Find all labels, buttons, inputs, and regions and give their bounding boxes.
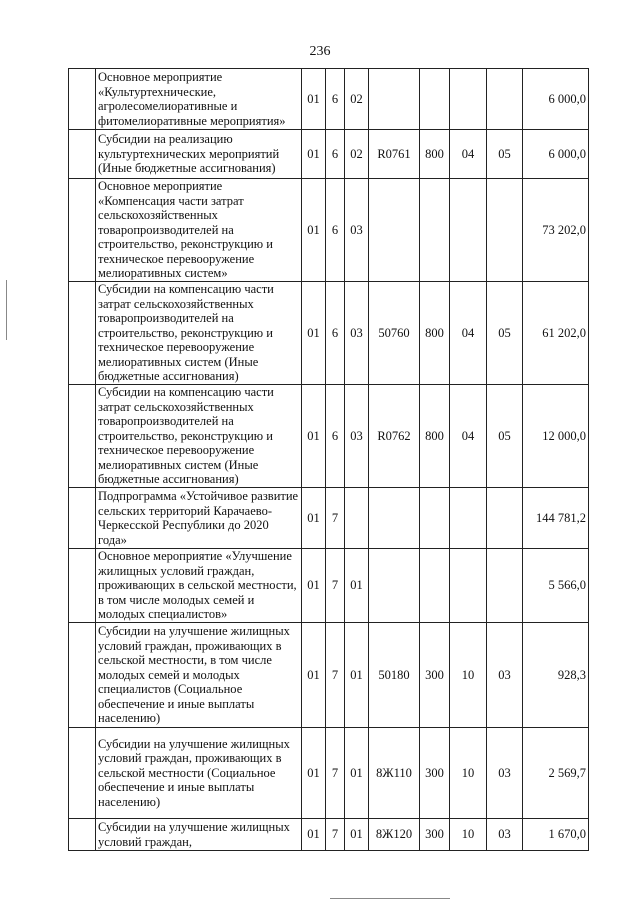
direction-code [369, 69, 420, 130]
program-code: 01 [302, 623, 326, 728]
activity-code: 01 [345, 819, 369, 851]
table-row [69, 179, 589, 282]
direction-code: R0762 [369, 385, 420, 488]
subprogram-code: 7 [326, 728, 345, 819]
table-row [69, 728, 589, 819]
budget-table [68, 68, 589, 851]
direction-code: 8Ж120 [369, 819, 420, 851]
program-code: 01 [302, 728, 326, 819]
direction-code [369, 488, 420, 549]
row-name: Субсидии на компенсацию части затрат сельскохозяйственных товаропроизводителей на строительство, реконструкцию и техническое перевооружение мелиоративных систем (Иные бюджетные ассигнования) [96, 385, 302, 488]
subprogram-code: 7 [326, 623, 345, 728]
program-code: 01 [302, 488, 326, 549]
row-name: Основное мероприятие «Компенсация части затрат сельскохозяйственных товаропроизводителей на строительство, реконструкцию и техническое перевооружение мелиоративных систем» [96, 179, 302, 282]
amount-value: 6 000,0 [523, 69, 589, 130]
row-name: Подпрограмма «Устойчивое развитие сельских территорий Карачаево-Черкесской Республики до 2020 года» [96, 488, 302, 549]
subsection-code: 03 [487, 819, 523, 851]
program-code: 01 [302, 282, 326, 385]
row-name: Основное мероприятие «Культуртехнические, агролесомелиоративные и фитомелиоративные мероприятия» [96, 69, 302, 130]
direction-code: 8Ж110 [369, 728, 420, 819]
amount-value: 2 569,7 [523, 728, 589, 819]
subsection-code [487, 488, 523, 549]
empty-cell [69, 179, 96, 282]
row-name: Субсидии на улучшение жилищных условий граждан, проживающих в сельской местности (Социальное обеспечение и иные выплаты населению) [96, 728, 302, 819]
row-name: Субсидии на улучшение жилищных условий граждан, проживающих в сельской местности, в том числе молодых семей и молодых специалистов (Социальное обеспечение и иные выплаты населению) [96, 623, 302, 728]
amount-value: 6 000,0 [523, 130, 589, 179]
subprogram-code: 6 [326, 179, 345, 282]
subprogram-code: 7 [326, 549, 345, 623]
row-name: Субсидии на компенсацию части затрат сельскохозяйственных товаропроизводителей на строительство, реконструкцию и техническое перевооружение мелиоративных систем (Иные бюджетные ассигнования) [96, 282, 302, 385]
table-row [69, 69, 589, 130]
subsection-code [487, 179, 523, 282]
table-row [69, 385, 589, 488]
table-row [69, 623, 589, 728]
program-code: 01 [302, 179, 326, 282]
row-name: Основное мероприятие «Улучшение жилищных условий граждан, проживающих в сельской местности, в том числе молодых семей и молодых специалистов» [96, 549, 302, 623]
empty-cell [69, 819, 96, 851]
direction-code [369, 549, 420, 623]
empty-cell [69, 69, 96, 130]
amount-value: 12 000,0 [523, 385, 589, 488]
expense-type: 300 [420, 728, 450, 819]
amount-value: 73 202,0 [523, 179, 589, 282]
expense-type [420, 69, 450, 130]
program-code: 01 [302, 385, 326, 488]
section-code: 10 [450, 623, 487, 728]
amount-value: 61 202,0 [523, 282, 589, 385]
activity-code: 02 [345, 130, 369, 179]
expense-type: 800 [420, 385, 450, 488]
expense-type [420, 488, 450, 549]
table-row [69, 488, 589, 549]
subprogram-code: 6 [326, 130, 345, 179]
program-code: 01 [302, 819, 326, 851]
empty-cell [69, 130, 96, 179]
expense-type: 800 [420, 282, 450, 385]
empty-cell [69, 623, 96, 728]
scan-mark-bottom [330, 898, 450, 899]
amount-value: 1 670,0 [523, 819, 589, 851]
direction-code: R0761 [369, 130, 420, 179]
empty-cell [69, 488, 96, 549]
activity-code: 01 [345, 549, 369, 623]
direction-code: 50760 [369, 282, 420, 385]
table-row [69, 282, 589, 385]
activity-code: 02 [345, 69, 369, 130]
section-code: 04 [450, 282, 487, 385]
section-code [450, 549, 487, 623]
subsection-code: 03 [487, 623, 523, 728]
table-body [69, 69, 589, 851]
subsection-code [487, 69, 523, 130]
activity-code: 03 [345, 282, 369, 385]
empty-cell [69, 385, 96, 488]
activity-code: 03 [345, 385, 369, 488]
empty-cell [69, 282, 96, 385]
empty-cell [69, 728, 96, 819]
subprogram-code: 6 [326, 69, 345, 130]
expense-type: 300 [420, 623, 450, 728]
subsection-code: 05 [487, 385, 523, 488]
subprogram-code: 6 [326, 385, 345, 488]
direction-code: 50180 [369, 623, 420, 728]
section-code: 04 [450, 130, 487, 179]
section-code: 10 [450, 728, 487, 819]
program-code: 01 [302, 130, 326, 179]
subsection-code: 05 [487, 282, 523, 385]
amount-value: 928,3 [523, 623, 589, 728]
section-code [450, 488, 487, 549]
page-number: 236 [309, 44, 331, 59]
activity-code: 03 [345, 179, 369, 282]
section-code [450, 179, 487, 282]
activity-code: 01 [345, 728, 369, 819]
amount-value: 144 781,2 [523, 488, 589, 549]
direction-code [369, 179, 420, 282]
empty-cell [69, 549, 96, 623]
subsection-code: 05 [487, 130, 523, 179]
expense-type: 300 [420, 819, 450, 851]
section-code [450, 69, 487, 130]
table-row [69, 819, 589, 851]
amount-value: 5 566,0 [523, 549, 589, 623]
table-row [69, 130, 589, 179]
subsection-code [487, 549, 523, 623]
expense-type [420, 549, 450, 623]
section-code: 10 [450, 819, 487, 851]
subprogram-code: 7 [326, 488, 345, 549]
expense-type [420, 179, 450, 282]
program-code: 01 [302, 549, 326, 623]
table-row [69, 549, 589, 623]
expense-type: 800 [420, 130, 450, 179]
section-code: 04 [450, 385, 487, 488]
program-code: 01 [302, 69, 326, 130]
subprogram-code: 6 [326, 282, 345, 385]
activity-code: 01 [345, 623, 369, 728]
row-name: Субсидии на улучшение жилищных условий граждан, [96, 819, 302, 851]
activity-code [345, 488, 369, 549]
subprogram-code: 7 [326, 819, 345, 851]
scan-mark-left [6, 280, 7, 340]
row-name: Субсидии на реализацию культуртехнических мероприятий (Иные бюджетные ассигнования) [96, 130, 302, 179]
subsection-code: 03 [487, 728, 523, 819]
